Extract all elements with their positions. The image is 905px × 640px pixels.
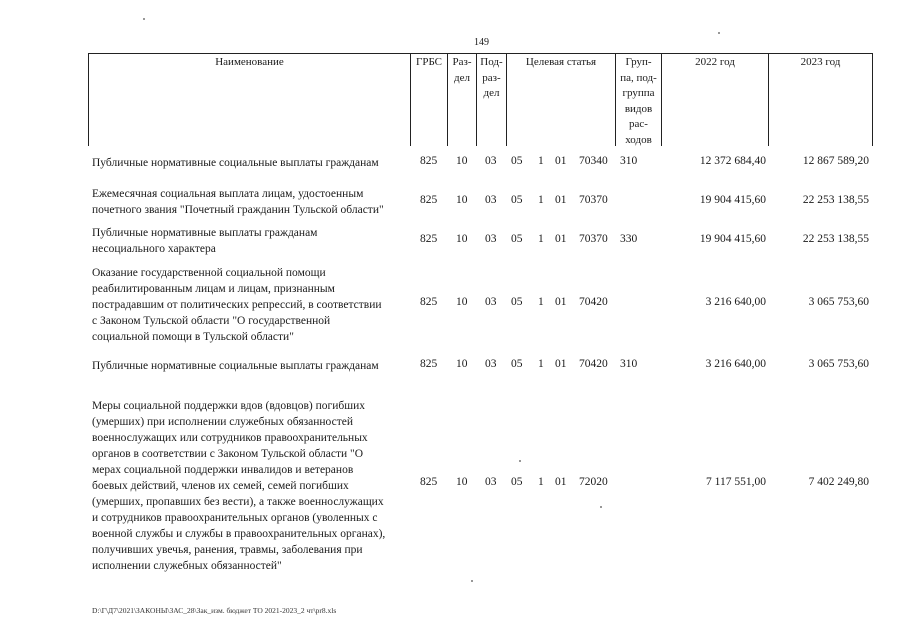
row-target-1: 05 — [511, 476, 523, 488]
row-target-4: 70420 — [579, 358, 608, 370]
row-name: Меры социальной поддержки вдов (вдовцов) погибших (умерших) при исполнении служебных обязанностей военнослужащих или сотрудников правоохранительных органов в соответствии с Законом Тульской области "О мерах социальной поддержки инвалидов и ветеранов боевых действий, членов их семей, семей погибших (умерших, пропавших без вести), а также военнослужащих и сотрудников правоохранительных органов (уволенных с военной службы и службы в правоохранительных органах), получивших увечья, ранения, травмы, заболевания при исполнении служебных обязанностей" — [92, 400, 386, 572]
row-2023: 7 402 249,80 — [808, 476, 869, 488]
table-row — [88, 155, 871, 171]
row-target-1: 05 — [511, 358, 523, 370]
row-target-1: 05 — [511, 296, 523, 308]
row-target-4: 70370 — [579, 233, 608, 245]
row-name: Оказание государственной социальной помощи реабилитированным лицам и лицам, признанным пострадавшим от политических репрессий, в соответствии с Законом Тульской области "О государственной социальной помощи в Тульской области" — [92, 267, 382, 343]
row-grbs: 825 — [420, 233, 438, 245]
row-razdel: 10 — [456, 194, 468, 206]
row-target-1: 05 — [511, 194, 523, 206]
row-target-4: 70420 — [579, 296, 608, 308]
table-row — [88, 358, 871, 374]
row-group: 310 — [620, 358, 638, 370]
row-2023: 22 253 138,55 — [802, 233, 869, 245]
row-podrazdel: 03 — [485, 194, 497, 206]
row-target-4: 70340 — [579, 155, 608, 167]
header-group: Груп- па, под- группа видов рас- ходов — [616, 54, 662, 146]
row-2023: 3 065 753,60 — [808, 296, 869, 308]
row-target-4: 70370 — [579, 194, 608, 206]
row-target-3: 01 — [555, 194, 567, 206]
row-grbs: 825 — [420, 155, 438, 167]
row-group: 310 — [620, 155, 638, 167]
page-number: 149 — [474, 37, 489, 48]
header-razdel: Раз- дел — [448, 54, 477, 146]
row-target-2: 1 — [538, 476, 544, 488]
table-header — [88, 53, 873, 146]
row-name: Публичные нормативные социальные выплаты гражданам — [92, 360, 379, 372]
row-podrazdel: 03 — [485, 155, 497, 167]
row-razdel: 10 — [456, 233, 468, 245]
header-target: Целевая статья — [507, 54, 616, 146]
row-2022: 12 372 684,40 — [699, 155, 766, 167]
row-grbs: 825 — [420, 194, 438, 206]
row-razdel: 10 — [456, 358, 468, 370]
row-razdel: 10 — [456, 155, 468, 167]
header-2023: 2023 год — [800, 56, 841, 68]
table-row — [88, 265, 871, 345]
row-name: Публичные нормативные выплаты гражданам несоциального характера — [92, 227, 318, 255]
row-name: Публичные нормативные социальные выплаты гражданам — [92, 157, 379, 169]
row-2022: 19 904 415,60 — [699, 194, 766, 206]
row-podrazdel: 03 — [485, 296, 497, 308]
row-grbs: 825 — [420, 476, 438, 488]
row-2023: 22 253 138,55 — [802, 194, 869, 206]
header-podrazdel: Под- раз- дел — [477, 54, 507, 146]
row-target-2: 1 — [538, 296, 544, 308]
row-razdel: 10 — [456, 296, 468, 308]
scan-speck — [143, 18, 145, 20]
row-podrazdel: 03 — [485, 476, 497, 488]
row-target-2: 1 — [538, 233, 544, 245]
row-razdel: 10 — [456, 476, 468, 488]
header-name: Наименование — [89, 54, 411, 146]
file-path-footer: D:\Г\Д7\2021\ЗАКОНЫ\ЗАС_28\Зак_изм. бюджет ТО 2021-2023_2 чт\pr8.xls — [92, 606, 337, 615]
header-grbs: ГРБС — [411, 54, 448, 146]
table-row — [88, 398, 871, 574]
table-row — [88, 225, 871, 257]
table-row — [88, 186, 871, 218]
row-target-3: 01 — [555, 358, 567, 370]
scan-speck — [718, 32, 720, 34]
row-podrazdel: 03 — [485, 358, 497, 370]
row-2022: 3 216 640,00 — [705, 358, 766, 370]
row-target-3: 01 — [555, 476, 567, 488]
row-target-2: 1 — [538, 358, 544, 370]
row-target-1: 05 — [511, 233, 523, 245]
row-2022: 3 216 640,00 — [705, 296, 766, 308]
row-name: Ежемесячная социальная выплата лицам, удостоенным почетного звания "Почетный гражданин Тульской области" — [92, 188, 384, 216]
header-2022: 2022 год — [662, 54, 769, 146]
scan-speck — [600, 506, 602, 508]
row-2023: 12 867 589,20 — [802, 155, 869, 167]
row-target-2: 1 — [538, 155, 544, 167]
row-2022: 7 117 551,00 — [706, 476, 766, 488]
row-2023: 3 065 753,60 — [808, 358, 869, 370]
row-target-3: 01 — [555, 155, 567, 167]
scan-speck — [471, 580, 473, 582]
row-grbs: 825 — [420, 296, 438, 308]
row-target-3: 01 — [555, 233, 567, 245]
row-group: 330 — [620, 233, 638, 245]
scan-speck — [519, 460, 521, 462]
row-2022: 19 904 415,60 — [699, 233, 766, 245]
row-grbs: 825 — [420, 358, 438, 370]
row-target-1: 05 — [511, 155, 523, 167]
row-target-4: 72020 — [579, 476, 608, 488]
row-target-3: 01 — [555, 296, 567, 308]
row-podrazdel: 03 — [485, 233, 497, 245]
row-target-2: 1 — [538, 194, 544, 206]
